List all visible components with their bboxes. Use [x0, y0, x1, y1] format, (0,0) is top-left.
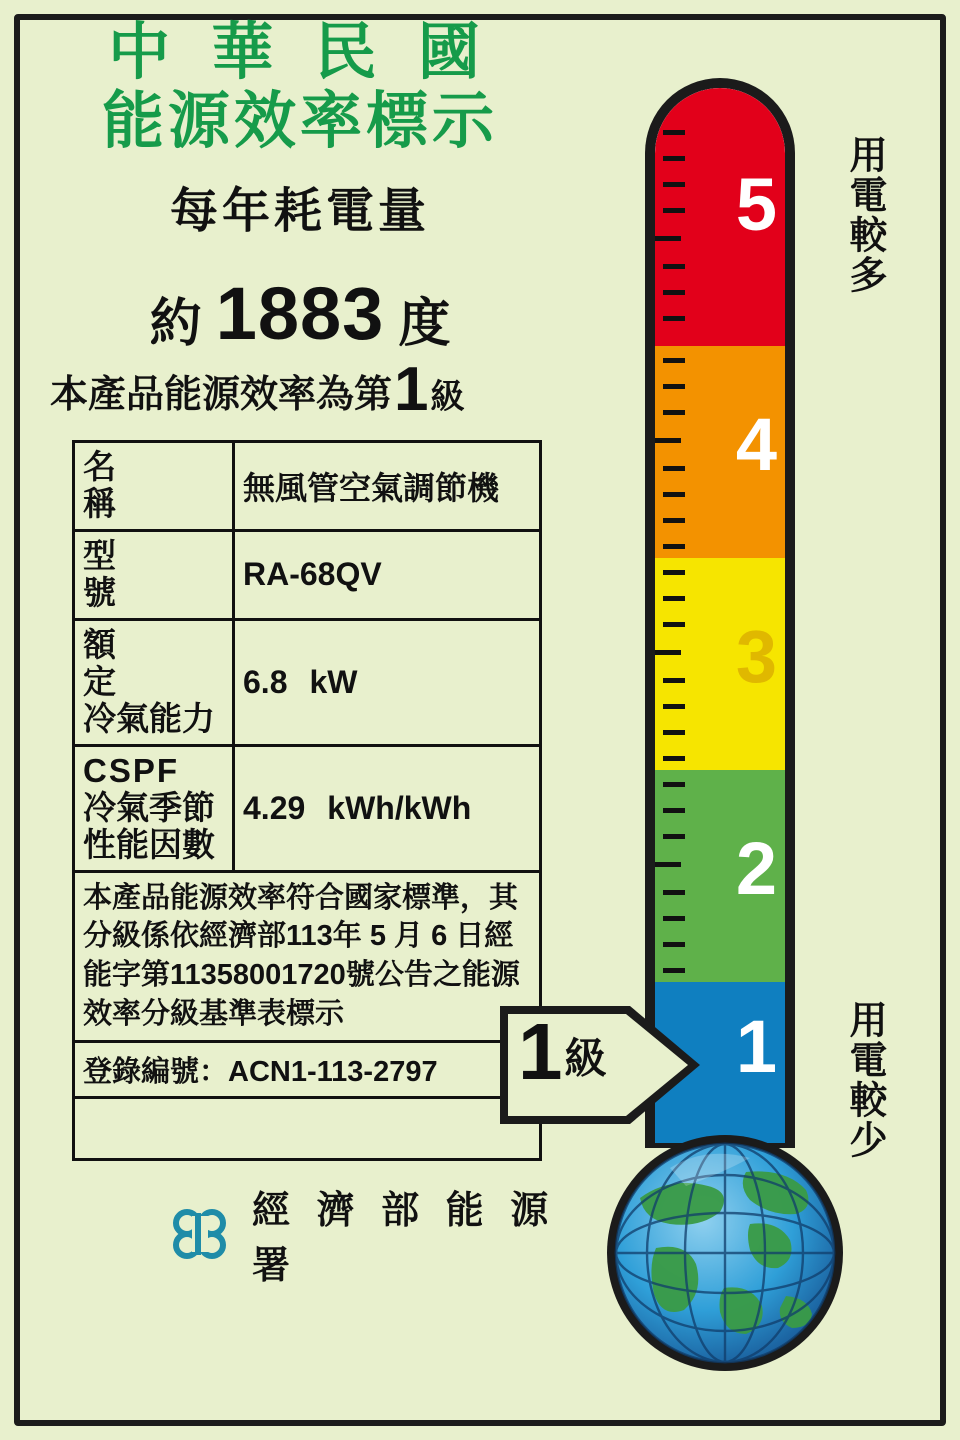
table-row: [74, 1041, 541, 1097]
tick-mark: [663, 316, 685, 321]
tick-mark: [663, 208, 685, 213]
annual-consumption-row: [40, 271, 560, 356]
tick-mark: [663, 358, 685, 363]
band-level-2: [655, 770, 785, 982]
registration-value: ACN1-113-2797: [228, 1055, 438, 1088]
tick-mark: [663, 916, 685, 921]
caption-higher-consumption: 用電較多: [843, 135, 885, 295]
tick-mark: [663, 492, 685, 497]
row-label-cspf-line3: 性能因數: [83, 825, 215, 863]
tick-mark: [663, 518, 685, 523]
tick-mark: [663, 570, 685, 575]
tick-mark: [663, 384, 685, 389]
table-row: [74, 745, 541, 871]
tick-mark: [663, 290, 685, 295]
tick-mark: [663, 678, 685, 683]
tick-mark: [663, 264, 685, 269]
grade-statement: [40, 355, 560, 425]
tick-mark: [663, 890, 685, 895]
tick-mark-major: [655, 862, 681, 867]
row-label-rated-capacity: [74, 619, 234, 745]
grade-pointer-suffix: 級: [564, 1035, 607, 1082]
band-label-4: 4: [735, 403, 777, 486]
grade-pointer-text: [518, 1007, 607, 1096]
row-label-rated-capacity-line2: 冷氣能力: [83, 699, 215, 737]
tick-mark-major: [655, 236, 681, 241]
tick-mark-major: [655, 438, 681, 443]
table-row: [74, 619, 541, 745]
band-label-5: 5: [735, 163, 777, 246]
title-line-energy-efficiency: 能源效率標示: [101, 87, 498, 157]
energy-bureau-logo-icon: [170, 1208, 232, 1260]
row-label-model: 型 號: [74, 530, 234, 619]
row-label-rated-capacity-line1: 額 定: [83, 625, 193, 700]
band-label-2: 2: [735, 827, 777, 910]
row-label-cspf-line2: 冷氣季節: [83, 788, 215, 826]
specification-table: [72, 440, 542, 1161]
grade-pointer-number: 1: [518, 1007, 563, 1096]
row-value-cspf: [234, 745, 541, 871]
tick-mark: [663, 182, 685, 187]
standards-note: 本產品能源效率符合國家標準，其分級係依經濟部113年 5 月 6 日經能字第11358001720號公告之能源效率分級基準表標示: [74, 871, 541, 1041]
table-row: [74, 1097, 541, 1159]
row-label-name: 名 稱: [74, 441, 234, 530]
tick-mark: [663, 730, 685, 735]
caption-lower-consumption: 用電較少: [843, 1000, 885, 1160]
cspf-value: 4.29: [243, 789, 306, 826]
band-label-3: 3: [735, 615, 777, 698]
annual-consumption-value: 1883: [215, 272, 385, 356]
footer-agency-name: 經 濟 部 能 源 署: [252, 1189, 557, 1287]
tick-mark: [663, 410, 685, 415]
rated-capacity-value: 6.8: [243, 663, 288, 700]
band-level-3: [655, 558, 785, 770]
tick-mark: [663, 756, 685, 761]
tick-mark: [663, 704, 685, 709]
tick-mark: [663, 622, 685, 627]
table-row: [74, 871, 541, 1041]
row-label-cspf-line1: CSPF: [83, 751, 180, 789]
row-value-rated-capacity: [234, 619, 541, 745]
table-row: [74, 441, 541, 530]
thermometer-bands: [655, 88, 785, 1143]
row-value-name: 無風管空氣調節機: [234, 441, 541, 530]
registration-label: 登錄編號：: [83, 1055, 229, 1088]
rated-capacity-unit: kW: [309, 663, 358, 700]
tick-mark: [663, 968, 685, 973]
tick-mark: [663, 156, 685, 161]
table-row: [74, 530, 541, 619]
grade-statement-prefix: 本產品能源效率為第: [50, 373, 393, 416]
tick-mark-major: [655, 650, 681, 655]
subtitle-annual-consumption: 每年耗電量: [169, 185, 430, 239]
tick-mark: [663, 808, 685, 813]
registration-row: [74, 1041, 541, 1097]
blank-cell: [74, 1097, 541, 1159]
annual-consumption-unit: 度: [398, 295, 451, 354]
band-level-4: [655, 346, 785, 558]
tick-mark: [663, 544, 685, 549]
band-level-5: [655, 88, 785, 346]
grade-pointer-badge: [500, 1000, 700, 1130]
globe-bulb-icon: [600, 1128, 850, 1378]
label-left-column: [40, 20, 560, 1289]
tick-mark: [663, 782, 685, 787]
footer-agency: [170, 1179, 560, 1289]
grade-statement-number: 1: [394, 355, 429, 425]
row-value-model: RA-68QV: [234, 530, 541, 619]
grade-statement-suffix: 級: [430, 377, 465, 416]
row-label-cspf: [74, 745, 234, 871]
tick-mark: [663, 942, 685, 947]
tick-mark: [663, 466, 685, 471]
tick-mark: [663, 130, 685, 135]
title-line-country: 中 華 民 國: [108, 18, 492, 87]
annual-approx-label: 約: [149, 295, 202, 354]
tick-mark: [663, 596, 685, 601]
tick-mark: [663, 834, 685, 839]
band-label-1: 1: [735, 1005, 777, 1088]
cspf-unit: kWh/kWh: [327, 789, 472, 826]
